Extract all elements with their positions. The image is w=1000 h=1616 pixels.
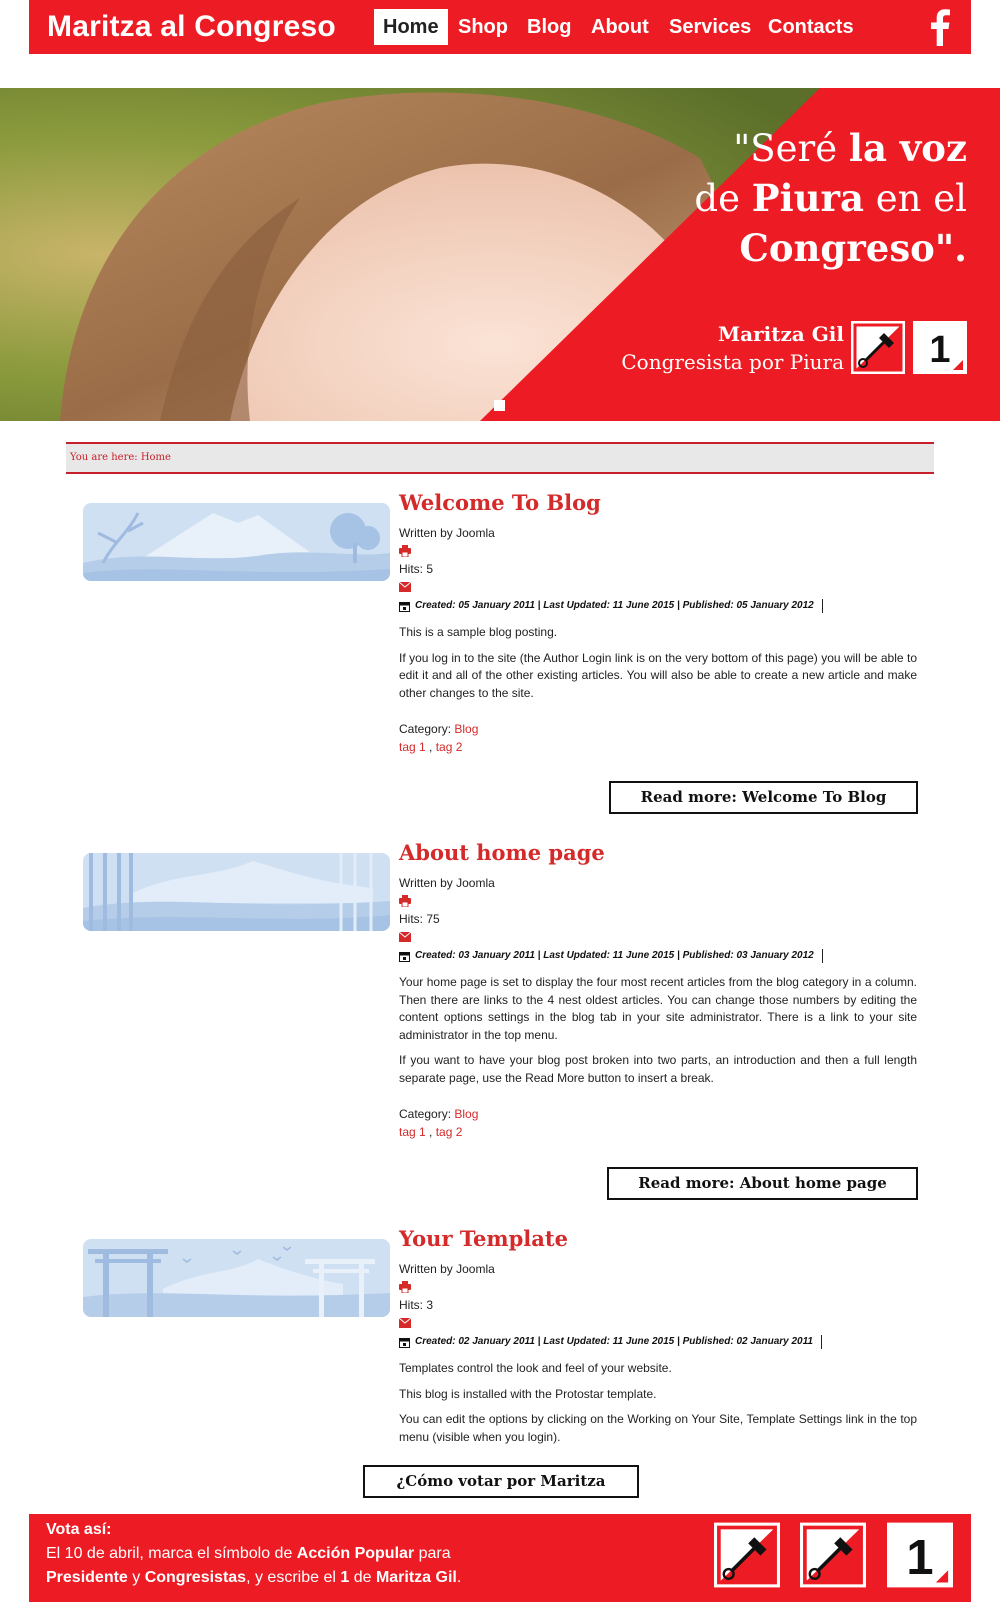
nav-about[interactable]: About [591,16,649,38]
accion-popular-shovel-logo [800,1522,866,1588]
top-navbar [29,0,971,54]
article-paragraph: If you log in to the site (the Author Login link is on the very bottom of this page) you will be able to edit it and all of the other existing articles. You will also be able to create a new article and make other changes to the site. [399,650,917,700]
article-thumbnail-bamboo[interactable] [83,853,390,931]
calendar-icon [399,951,410,962]
nav-contacts[interactable]: Contacts [768,16,854,38]
hero-quote-line-2: de Piura en el [694,176,967,220]
number-one-logo [913,321,967,374]
print-icon[interactable] [399,545,411,557]
hero-banner [0,88,1000,421]
tag-link[interactable]: tag 2 [435,1125,463,1139]
article-your-template [399,1226,917,1446]
tag-link[interactable]: tag 1 [399,740,426,754]
article-paragraph: You can edit the options by clicking on the Working on Your Site, Template Settings link in the top menu (visible when you login). [399,1412,917,1444]
footer-heading: Vota así: [46,1521,112,1538]
article-paragraph: Your home page is set to display the four most recent articles from the blog category in a column. Then there are links to the 4 nest oldest articles. You can change those numbers by editing the content options settings in the blog tab in your site administrator. There is a link to your site administrator in the top menu. [399,975,917,1042]
category-link[interactable]: Blog [454,1107,479,1121]
breadcrumb-text: You are here: Home [70,452,171,463]
article-tags: tag 1 , tag 2 [399,1125,463,1139]
hero-quote-line-3: Congreso". [739,226,967,270]
svg-text:1: 1 [906,1530,934,1585]
article-paragraph: If you want to have your blog post broken into two parts, an introduction and then a full length separate page, use the Read More button to insert a break. [399,1053,917,1085]
svg-text:1: 1 [929,329,951,371]
nav-blog[interactable]: Blog [527,16,572,38]
article-dates: Created: 03 January 2011 | Last Updated: 11 June 2015 | Published: 03 January 2012 [399,946,917,966]
facebook-icon[interactable] [924,8,956,46]
calendar-icon [399,601,410,612]
hero-candidate-role: Congresista por Piura [621,350,844,374]
site-title[interactable]: Maritza al Congreso [47,10,336,43]
hero-candidate-name: Maritza Gil [717,322,844,346]
slider-dot[interactable] [494,400,505,411]
tag-link[interactable]: tag 1 [399,1125,426,1139]
footer-line-2: El 10 de abril, marca el símbolo de Acción Popular para [46,1545,451,1562]
read-more-button[interactable]: Read more: About home page [607,1167,918,1200]
footer-vote-banner [29,1514,971,1602]
email-icon[interactable] [399,1318,411,1328]
article-welcome-to-blog [399,490,917,756]
calendar-icon [399,1337,410,1348]
article-author: Written by Joomla [399,526,495,540]
article-category: Category: Blog [399,1107,479,1121]
article-author: Written by Joomla [399,1262,495,1276]
email-icon[interactable] [399,582,411,592]
article-about-home-page [399,840,917,1141]
nav-home[interactable]: Home [374,9,448,45]
article-paragraph: Templates control the look and feel of your website. [399,1361,672,1375]
article-paragraph: This is a sample blog posting. [399,625,558,639]
category-link[interactable]: Blog [454,722,479,736]
article-dates: Created: 05 January 2011 | Last Updated: 11 June 2015 | Published: 05 January 2012 [399,596,917,616]
article-title[interactable]: Your Template [399,1226,568,1251]
article-dates: Created: 02 January 2011 | Last Updated: 11 June 2015 | Published: 02 January 2011 [399,1332,917,1352]
tag-link[interactable]: tag 2 [435,740,463,754]
article-author: Written by Joomla [399,876,495,890]
nav-services[interactable]: Services [669,16,752,38]
article-thumbnail-torii[interactable] [83,1239,390,1317]
hero-quote-line-1: "Seré la voz [733,126,967,170]
how-to-vote-button[interactable]: ¿Cómo votar por Maritza [363,1465,639,1498]
print-icon[interactable] [399,895,411,907]
article-thumbnail-mountain[interactable] [83,503,390,581]
number-one-logo [887,1522,953,1588]
breadcrumb [66,442,934,474]
article-category: Category: Blog [399,722,479,736]
email-icon[interactable] [399,932,411,942]
article-hits: Hits: 5 [399,562,434,576]
accion-popular-shovel-logo [851,321,905,374]
article-hits: Hits: 3 [399,1298,434,1312]
article-title[interactable]: Welcome To Blog [399,490,601,515]
article-paragraph: This blog is installed with the Protostar template. [399,1386,657,1401]
accion-popular-shovel-logo [714,1522,780,1588]
footer-line-3: Presidente y Congresistas, y escribe el 1 de Maritza Gil. [46,1569,462,1586]
nav-shop[interactable]: Shop [458,16,508,38]
article-hits: Hits: 75 [399,912,440,926]
article-title[interactable]: About home page [399,840,605,865]
print-icon[interactable] [399,1281,411,1293]
read-more-button[interactable]: Read more: Welcome To Blog [609,781,918,814]
article-tags: tag 1 , tag 2 [399,740,463,754]
